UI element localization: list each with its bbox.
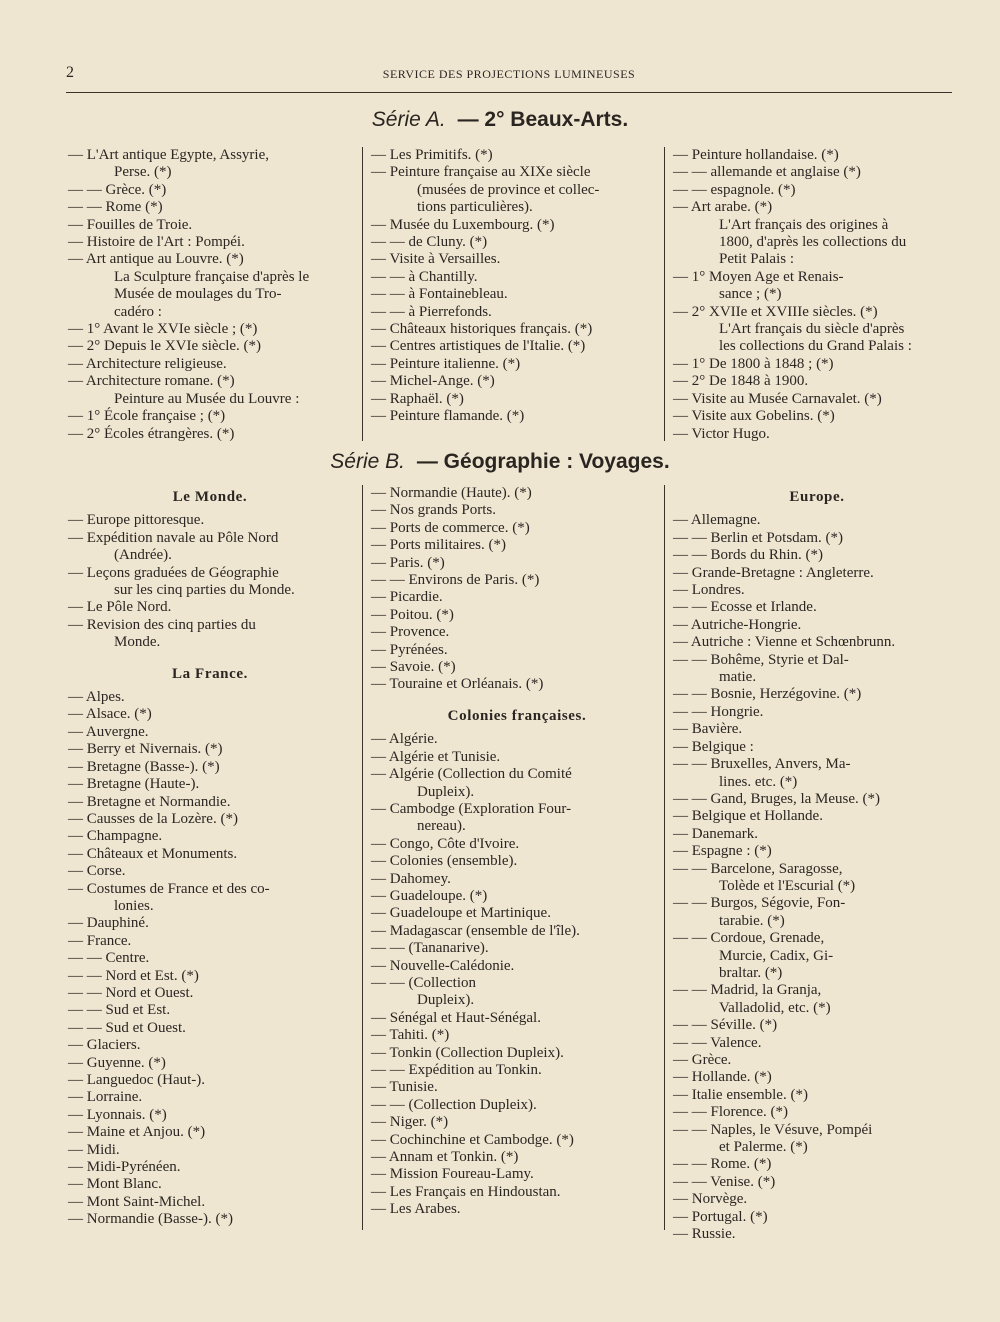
series-b-label: Série B.: [330, 450, 405, 473]
series-a-column-3: [664, 147, 961, 441]
section-heading: Le Monde.: [172, 489, 248, 505]
list-item: — Algérie et Tunisie.: [371, 748, 501, 765]
list-item: — Les Primitifs. (*): [371, 147, 493, 163]
list-item: — Leçons graduées de Géographie: [68, 564, 279, 581]
list-item: Dupleix).: [417, 783, 475, 800]
list-item: — Allemagne.: [673, 512, 761, 529]
list-item: — Paris. (*): [371, 554, 445, 571]
list-item: — Sénégal et Haut-Sénégal.: [371, 1009, 541, 1026]
list-item: — Algérie.: [371, 731, 438, 748]
list-item: — — Ecosse et Irlande.: [673, 599, 817, 616]
list-item: — Corse.: [68, 863, 126, 880]
list-item: les collections du Grand Palais :: [719, 338, 912, 355]
list-item: Valladolid, etc. (*): [719, 999, 831, 1016]
list-item: — Ports militaires. (*): [371, 537, 506, 554]
list-item: — — Bords du Rhin. (*): [673, 547, 823, 564]
list-item: — Provence.: [371, 624, 450, 641]
list-item: — Belgique et Hollande.: [673, 808, 823, 825]
list-item: — Grande-Bretagne : Angleterre.: [673, 564, 874, 581]
list-item: — Alsace. (*): [68, 706, 152, 723]
list-item: — Guadeloupe et Martinique.: [371, 905, 551, 922]
list-item: — 1° De 1800 à 1848 ; (*): [673, 355, 834, 372]
list-item: — Costumes de France et des co-: [68, 880, 270, 897]
list-item: — — Rome (*): [68, 199, 163, 216]
list-item: — Colonies (ensemble).: [371, 853, 518, 870]
list-item: — Architecture religieuse.: [68, 355, 227, 372]
list-item: — Bavière.: [673, 721, 743, 738]
list-item: — Nouvelle-Calédonie.: [371, 957, 515, 974]
list-item: — — Gand, Bruges, la Meuse. (*): [673, 790, 881, 807]
list-item: — — à Chantilly.: [371, 268, 478, 285]
list-item: — Maine et Anjou. (*): [68, 1124, 206, 1141]
list-item: — Normandie (Haute). (*): [371, 485, 532, 501]
list-item: — Lorraine.: [68, 1089, 143, 1106]
list-item: — — Madrid, la Granja,: [673, 982, 822, 999]
list-item: — — à Fontainebleau.: [371, 286, 508, 303]
list-item: Dupleix).: [417, 992, 475, 1009]
list-item: — Pyrénées.: [371, 641, 448, 658]
list-item: — Raphaël. (*): [371, 390, 464, 407]
list-item: — — Rome. (*): [673, 1156, 772, 1173]
list-item: — Niger. (*): [371, 1114, 449, 1131]
list-item: — — espagnole. (*): [673, 181, 796, 198]
list-item: — Midi.: [68, 1141, 120, 1158]
list-item: — Revision des cinq parties du: [68, 616, 256, 633]
list-item: (musées de province et collec-: [417, 181, 600, 198]
series-a-column-2: [362, 147, 663, 441]
series-a-heading: [0, 108, 1000, 132]
spacer: [68, 652, 352, 662]
list-item: Musée de moulages du Tro-: [114, 286, 282, 303]
list-item: — Les Arabes.: [371, 1201, 461, 1218]
running-title: SERVICE DES PROJECTIONS LUMINEUSES: [382, 67, 636, 81]
list-item: La Sculpture française d'après le: [114, 268, 310, 285]
list-item: tions particulières).: [417, 199, 533, 216]
list-item: — Architecture romane. (*): [68, 373, 235, 390]
list-item: — Musée du Luxembourg. (*): [371, 216, 555, 233]
list-item: — — Bruxelles, Anvers, Ma-: [673, 756, 851, 773]
list-item: — — Nord et Ouest.: [68, 984, 194, 1001]
list-item: cadéro :: [114, 303, 162, 320]
list-item: — Châteaux historiques français. (*): [371, 321, 593, 338]
list-item: sur les cinq parties du Monde.: [114, 582, 295, 599]
list-item: — — (Collection: [371, 974, 476, 991]
list-item: — Poitou. (*): [371, 606, 454, 623]
list-item: — Belgique :: [673, 738, 754, 755]
list-item: — Guyenne. (*): [68, 1054, 166, 1071]
list-item: — Dauphiné.: [68, 915, 149, 932]
series-b-column-2: [362, 485, 663, 1230]
list-item: — — Cordoue, Grenade,: [673, 930, 825, 947]
series-a-column-1: [68, 147, 352, 443]
list-item: — Cambodge (Exploration Four-: [371, 800, 572, 817]
list-item: Tolède et l'Escurial (*): [719, 877, 856, 894]
list-item: — Auvergne.: [68, 723, 149, 740]
list-item: — Portugal. (*): [673, 1208, 768, 1225]
list-item: — Mission Foureau-Lamy.: [371, 1166, 534, 1183]
list-item: L'Art français du siècle d'après: [719, 321, 905, 338]
list-item: — Autriche : Vienne et Schœnbrunn.: [673, 634, 896, 651]
list-item: tarabie. (*): [719, 912, 785, 929]
list-item: — Tahiti. (*): [371, 1027, 450, 1044]
list-item: Murcie, Cadix, Gi-: [719, 947, 834, 964]
list-item: — — Environs de Paris. (*): [371, 572, 540, 589]
list-item: — Midi-Pyrénéen.: [68, 1159, 181, 1176]
list-item: — Histoire de l'Art : Pompéi.: [68, 234, 245, 251]
list-item: — Norvège.: [673, 1191, 748, 1208]
list-item: — Alpes.: [68, 689, 125, 706]
list-item: — Europe pittoresque.: [68, 512, 205, 529]
list-item: — Visite aux Gobelins. (*): [673, 408, 835, 425]
list-item: — Cochinchine et Cambodge. (*): [371, 1131, 574, 1148]
list-item: — Autriche-Hongrie.: [673, 616, 802, 633]
list-item: — Centres artistiques de l'Italie. (*): [371, 338, 586, 355]
list-item: — Tonkin (Collection Dupleix).: [371, 1044, 564, 1061]
list-item: — Tunisie.: [371, 1079, 438, 1096]
series-b-column-1: [68, 485, 352, 1229]
list-item: — Causses de la Lozère. (*): [68, 810, 238, 827]
list-item: 1800, d'après les collections du: [719, 234, 907, 251]
list-item: lines. etc. (*): [719, 773, 798, 790]
series-b-column-3: [664, 485, 961, 1243]
list-item: — — Centre.: [68, 950, 150, 967]
list-item: — 1° Avant le XVIe siècle ; (*): [68, 321, 258, 338]
list-item: — 2° XVIIe et XVIIIe siècles. (*): [673, 303, 878, 320]
list-item: — Peinture flamande. (*): [371, 408, 525, 425]
list-item: braltar. (*): [719, 964, 783, 981]
list-item: — — Grèce. (*): [68, 181, 167, 198]
header-rule: [66, 92, 952, 93]
list-item: — Londres.: [673, 582, 745, 599]
list-item: sance ; (*): [719, 286, 782, 303]
list-item: — — à Pierrefonds.: [371, 303, 492, 320]
list-item: — Bretagne (Haute-).: [68, 776, 200, 793]
series-b-heading: [0, 450, 1000, 474]
list-item: — — Séville. (*): [673, 1017, 778, 1034]
list-item: — Congo, Côte d'Ivoire.: [371, 835, 520, 852]
list-item: — Bretagne (Basse-). (*): [68, 758, 220, 775]
list-item: — Guadeloupe. (*): [371, 887, 488, 904]
list-item: — Nos grands Ports.: [371, 502, 497, 519]
list-item: — Peinture hollandaise. (*): [673, 147, 839, 163]
list-item: Monde.: [114, 634, 161, 651]
list-item: — — allemande et anglaise (*): [673, 164, 861, 181]
section-heading: Colonies françaises.: [447, 707, 587, 724]
list-item: — — Expédition au Tonkin.: [371, 1062, 542, 1078]
list-item: — Annam et Tonkin. (*): [371, 1149, 519, 1166]
list-item: — Normandie (Basse-). (*): [68, 1211, 233, 1228]
list-item: — Russie.: [673, 1226, 736, 1243]
list-item: — Expédition navale au Pôle Nord: [68, 529, 279, 546]
list-item: — — Sud et Ouest.: [68, 1019, 186, 1036]
list-item: — Peinture italienne. (*): [371, 355, 521, 372]
list-item: L'Art français des origines à: [719, 216, 889, 233]
list-item: — Touraine et Orléanais. (*): [371, 676, 544, 693]
list-item: — — Nord et Est. (*): [68, 967, 199, 984]
list-item: — Mont Blanc.: [68, 1176, 162, 1193]
list-item: — — Berlin et Potsdam. (*): [673, 529, 843, 546]
list-item: — Victor Hugo.: [673, 425, 770, 442]
page-number: 2: [66, 64, 75, 81]
list-item: Peinture au Musée du Louvre :: [114, 390, 300, 407]
list-item: — — (Tananarive).: [371, 940, 489, 957]
list-item: — — Hongrie.: [673, 703, 764, 720]
section-heading: Europe.: [789, 489, 845, 505]
list-item: — Châteaux et Monuments.: [68, 845, 238, 862]
list-item: — — Florence. (*): [673, 1104, 788, 1121]
list-item: — Picardie.: [371, 589, 443, 606]
list-item: — Languedoc (Haut-).: [68, 1072, 206, 1088]
list-item: — Champagne.: [68, 828, 163, 845]
list-item: — 2° Depuis le XVIe siècle. (*): [68, 338, 262, 355]
list-item: — Lyonnais. (*): [68, 1106, 167, 1123]
list-item: nereau).: [417, 818, 466, 835]
list-item: — Visite au Musée Carnavalet. (*): [673, 390, 882, 407]
list-item: Perse. (*): [114, 164, 172, 181]
list-item: — Art antique au Louvre. (*): [68, 251, 244, 268]
series-b-title: — Géographie : Voyages.: [416, 450, 670, 473]
list-item: et Palerme. (*): [719, 1139, 808, 1156]
list-item: matie.: [719, 669, 757, 686]
list-item: — — Bohême, Styrie et Dal-: [673, 651, 849, 668]
list-item: — 1° Moyen Age et Renais-: [673, 268, 844, 285]
list-item: — Les Français en Hindoustan.: [371, 1183, 561, 1200]
list-item: — Visite à Versailles.: [371, 251, 501, 268]
list-item: — Espagne : (*): [673, 843, 772, 860]
list-item: — Berry et Nivernais. (*): [68, 741, 223, 758]
list-item: — Le Pôle Nord.: [68, 599, 172, 616]
list-item: — Italie ensemble. (*): [673, 1086, 808, 1103]
list-item: — Fouilles de Troie.: [68, 216, 193, 233]
list-item: — France.: [68, 932, 132, 949]
list-item: — — Sud et Est.: [68, 1002, 171, 1019]
list-item: — Danemark.: [673, 825, 758, 842]
list-item: — Glaciers.: [68, 1037, 141, 1054]
list-item: — Dahomey.: [371, 870, 451, 887]
list-item: — Michel-Ange. (*): [371, 373, 495, 390]
list-item: — Madagascar (ensemble de l'île).: [371, 922, 580, 939]
list-item: Petit Palais :: [719, 251, 794, 268]
list-item: — — Valence.: [673, 1034, 762, 1051]
list-item: lonies.: [114, 897, 154, 914]
list-item: — Algérie (Collection du Comité: [371, 766, 572, 783]
list-item: — 2° Écoles étrangères. (*): [68, 425, 235, 442]
series-a-label: Série A.: [371, 108, 446, 131]
list-item: — — Naples, le Vésuve, Pompéi: [673, 1121, 873, 1138]
list-item: — Grèce.: [673, 1052, 732, 1068]
list-item: — — Venise. (*): [673, 1173, 776, 1190]
list-item: — — Burgos, Ségovie, Fon-: [673, 895, 846, 912]
spacer: [371, 694, 663, 704]
list-item: — — de Cluny. (*): [371, 234, 488, 251]
section-heading: La France.: [172, 665, 248, 682]
list-item: — — Bosnie, Herzégovine. (*): [673, 686, 862, 703]
list-item: — Ports de commerce. (*): [371, 519, 530, 536]
list-item: — 1° École française ; (*): [68, 408, 226, 425]
list-item: — Hollande. (*): [673, 1069, 772, 1086]
list-item: — Mont Saint-Michel.: [68, 1193, 206, 1210]
list-item: — — Barcelone, Saragosse,: [673, 860, 843, 877]
series-a-title: — 2° Beaux-Arts.: [457, 108, 629, 131]
running-head: [66, 64, 952, 88]
list-item: — Art arabe. (*): [673, 199, 773, 216]
list-item: — L'Art antique Egypte, Assyrie,: [68, 147, 269, 163]
list-item: — — (Collection Dupleix).: [371, 1096, 537, 1113]
list-item: — Savoie. (*): [371, 659, 456, 676]
list-item: — Bretagne et Normandie.: [68, 793, 231, 810]
list-item: — Peinture française au XIXe siècle: [371, 164, 591, 181]
list-item: — 2° De 1848 à 1900.: [673, 373, 809, 390]
list-item: (Andrée).: [114, 547, 172, 564]
